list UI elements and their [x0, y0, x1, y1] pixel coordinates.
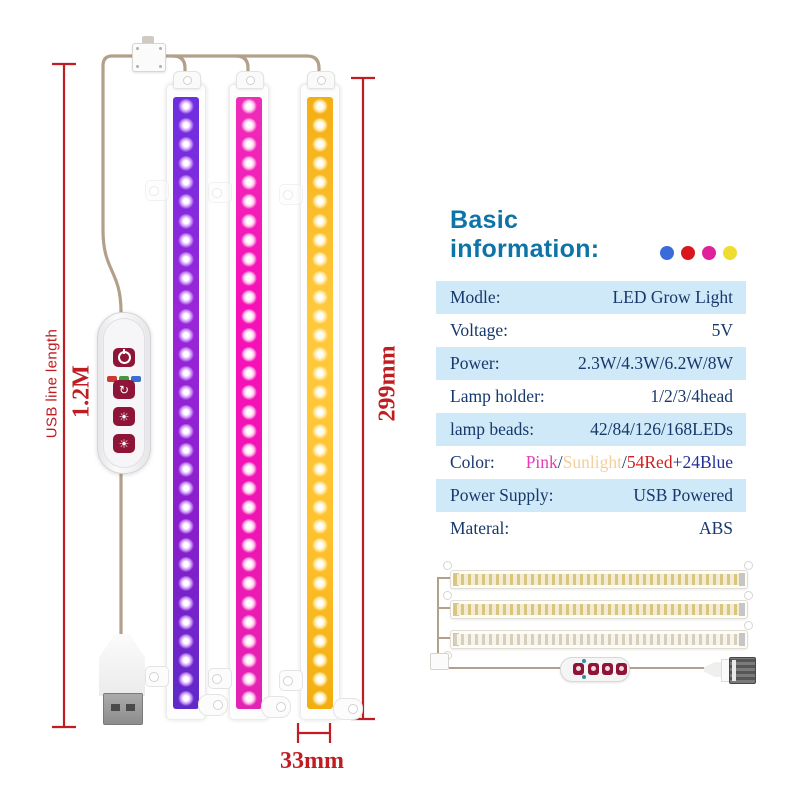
- strip-width-label: 33mm: [280, 748, 344, 774]
- led-dot: [178, 137, 194, 153]
- led-dot: [312, 366, 328, 382]
- spec-row-material: [436, 512, 746, 545]
- color-legend-dots: [660, 246, 737, 260]
- led-dot: [241, 366, 257, 382]
- led-dot: [241, 538, 257, 554]
- sunlight-led-strip: [300, 84, 340, 720]
- dim-line-strip-width: [298, 723, 330, 743]
- photo-strip-2: [450, 600, 748, 619]
- power-icon: [118, 351, 131, 364]
- mount-hole-icon: [283, 190, 293, 200]
- spec-row-lamp-beads: [436, 413, 746, 446]
- spec-row-color: [436, 446, 746, 479]
- led-dot: [241, 156, 257, 172]
- title-line2: information:: [450, 235, 600, 263]
- led-dot: [178, 519, 194, 535]
- led-dot: [241, 672, 257, 688]
- photo-bracket-wire: [438, 578, 450, 653]
- usb-contact-hole: [111, 704, 120, 711]
- section-title: [450, 206, 599, 264]
- led-dot: [241, 194, 257, 210]
- led-dot: [241, 309, 257, 325]
- mount-tab: [198, 694, 228, 716]
- strip-length-label: 299mm: [374, 345, 401, 422]
- indicator-dot-icon: [582, 659, 586, 663]
- led-dot: [312, 214, 328, 230]
- spec-value: ABS: [698, 518, 733, 538]
- brightness-up-button: [113, 407, 135, 426]
- led-dot: [241, 519, 257, 535]
- led-dot: [178, 653, 194, 669]
- spec-value: 42/84/126/168LEDs: [590, 419, 733, 439]
- screw-icon: [159, 47, 162, 50]
- dim-line-strip-length: [351, 78, 375, 719]
- spec-label: lamp beads:: [450, 419, 535, 439]
- led-dot: [241, 233, 257, 249]
- photo-mode-button: [588, 663, 599, 675]
- led-dot: [178, 309, 194, 325]
- led-dot: [241, 137, 257, 153]
- led-dot: [312, 634, 328, 650]
- mount-hole-icon: [183, 76, 192, 85]
- led-dot: [312, 405, 328, 421]
- led-dot: [312, 538, 328, 554]
- photo-brightness-button: [602, 663, 613, 675]
- led-dot: [178, 615, 194, 631]
- color-segment-blue: +24Blue: [672, 452, 733, 472]
- led-dot: [178, 118, 194, 134]
- led-dot: [178, 672, 194, 688]
- led-dot: [178, 424, 194, 440]
- led-dot: [178, 347, 194, 363]
- mount-hole-icon: [212, 674, 222, 684]
- screw-icon: [136, 47, 139, 50]
- mount-hole-icon: [149, 186, 159, 196]
- strip-top-cap: [307, 71, 335, 89]
- mount-tab: [333, 698, 363, 720]
- spec-label: Materal:: [450, 518, 510, 538]
- sunlight-led-channel: [307, 97, 333, 709]
- mount-clip: [279, 670, 303, 691]
- led-dot: [178, 538, 194, 554]
- photo-timer-button: [616, 663, 627, 675]
- mount-hole-icon: [317, 76, 326, 85]
- led-dot: [312, 424, 328, 440]
- led-dot: [241, 328, 257, 344]
- photo-controller: [560, 657, 630, 682]
- led-dot: [241, 576, 257, 592]
- led-dot: [241, 385, 257, 401]
- power-button: [113, 348, 135, 367]
- title-line1: Basic: [450, 206, 519, 234]
- led-dot: [312, 194, 328, 210]
- led-dot: [241, 634, 257, 650]
- led-dot: [241, 481, 257, 497]
- spec-label: Lamp holder:: [450, 386, 545, 406]
- led-dot: [178, 500, 194, 516]
- led-dot: [312, 481, 328, 497]
- led-dot: [178, 462, 194, 478]
- led-dot: [178, 194, 194, 210]
- purple-led-channel: [173, 97, 199, 709]
- led-dot: [241, 252, 257, 268]
- led-dot: [178, 481, 194, 497]
- led-dot: [312, 615, 328, 631]
- spec-table: [436, 281, 746, 545]
- led-dot: [312, 156, 328, 172]
- led-dot: [178, 328, 194, 344]
- spec-row-model: [436, 281, 746, 314]
- mode-cycle-button: [113, 380, 135, 399]
- spec-row-power-supply: [436, 479, 746, 512]
- mount-ring-icon: [744, 591, 753, 600]
- led-dot: [312, 443, 328, 459]
- spec-value: USB Powered: [633, 485, 733, 505]
- led-dot: [241, 175, 257, 191]
- photo-power-button: [573, 663, 584, 675]
- spec-value: LED Grow Light: [612, 287, 733, 307]
- led-dot: [312, 672, 328, 688]
- led-dot: [241, 118, 257, 134]
- mount-tab: [261, 696, 291, 718]
- photo-splitter-box: [430, 653, 449, 670]
- led-dot: [312, 557, 328, 573]
- led-dot: [312, 519, 328, 535]
- led-dot: [312, 691, 328, 707]
- usb-contact-hole: [126, 704, 135, 711]
- spec-label: Voltage:: [450, 320, 509, 340]
- mount-hole-icon: [348, 704, 358, 714]
- led-dot: [178, 443, 194, 459]
- led-dot: [178, 99, 194, 115]
- photo-usb-metal: [729, 657, 756, 684]
- strip-top-cap: [173, 71, 201, 89]
- strip-top-cap: [236, 71, 264, 89]
- usb-plug-metal: [103, 693, 143, 725]
- photo-strip-3: [450, 630, 748, 649]
- blue-dot-icon: [660, 246, 674, 260]
- led-dot: [178, 691, 194, 707]
- screw-icon: [136, 65, 139, 68]
- led-dot: [241, 99, 257, 115]
- usb-line-length-value: 1.2M: [68, 365, 95, 418]
- brightness-down-button: [113, 434, 135, 453]
- mount-hole-icon: [246, 76, 255, 85]
- led-dot: [178, 156, 194, 172]
- controller-panel: [103, 318, 145, 468]
- wire-usb-cable-upper: [103, 56, 134, 312]
- led-row-texture: [454, 574, 744, 585]
- strip-endcap: [739, 633, 745, 646]
- color-segment-slash: /: [557, 452, 563, 472]
- pink-led-channel: [236, 97, 262, 709]
- spec-label: Power:: [450, 353, 500, 373]
- led-dot: [241, 214, 257, 230]
- led-dot: [312, 137, 328, 153]
- sun-icon: ☀: [118, 409, 130, 424]
- led-dot: [241, 500, 257, 516]
- screw-icon: [159, 65, 162, 68]
- led-dot: [178, 175, 194, 191]
- led-dot: [178, 576, 194, 592]
- led-dot: [178, 214, 194, 230]
- mount-hole-icon: [212, 188, 222, 198]
- strip-endcap: [739, 603, 745, 616]
- mount-hole-icon: [276, 702, 286, 712]
- color-segment-pink: Pink: [525, 452, 558, 472]
- led-dot: [178, 252, 194, 268]
- led-dot: [241, 424, 257, 440]
- led-dot: [312, 385, 328, 401]
- led-dot: [312, 309, 328, 325]
- pink-led-strip: [229, 84, 269, 720]
- spec-value: 1/2/3/4head: [650, 386, 733, 406]
- led-dot: [178, 596, 194, 612]
- strip-endcap: [739, 573, 745, 586]
- mount-clip: [145, 180, 169, 201]
- led-dot: [312, 99, 328, 115]
- led-dot: [312, 252, 328, 268]
- usb-line-length-label: USB line length: [43, 328, 61, 439]
- mount-hole-icon: [213, 700, 223, 710]
- led-dot: [312, 500, 328, 516]
- led-dot: [241, 691, 257, 707]
- purple-led-strip: [166, 84, 206, 720]
- led-dot: [312, 328, 328, 344]
- spec-row-lamp-holder: [436, 380, 746, 413]
- led-dot: [312, 596, 328, 612]
- spec-value-color: [526, 452, 746, 473]
- cycle-icon: ↻: [118, 382, 130, 397]
- led-dot: [312, 347, 328, 363]
- mount-hole-icon: [283, 676, 293, 686]
- spec-row-voltage: [436, 314, 746, 347]
- mount-ring-icon: [744, 621, 753, 630]
- indicator-dot-icon: [582, 675, 586, 679]
- mount-clip: [279, 184, 303, 205]
- led-dot: [178, 405, 194, 421]
- mount-ring-icon: [443, 561, 452, 570]
- mount-ring-icon: [443, 591, 452, 600]
- sun-icon: ☀: [118, 436, 130, 451]
- photo-strip-1: [450, 570, 748, 589]
- led-dot: [312, 233, 328, 249]
- led-dot: [178, 233, 194, 249]
- led-dot: [312, 576, 328, 592]
- magenta-dot-icon: [702, 246, 716, 260]
- led-dot: [241, 405, 257, 421]
- led-row-texture: [454, 604, 744, 615]
- spec-row-power: [436, 347, 746, 380]
- led-dot: [312, 118, 328, 134]
- spec-label: Modle:: [450, 287, 501, 307]
- led-dot: [312, 462, 328, 478]
- mount-ring-icon: [744, 561, 753, 570]
- led-row-texture: [454, 634, 744, 645]
- led-dot: [241, 653, 257, 669]
- led-dot: [241, 615, 257, 631]
- led-dot: [241, 596, 257, 612]
- red-dot-icon: [681, 246, 695, 260]
- color-segment-red: 54Red: [626, 452, 673, 472]
- led-dot: [241, 462, 257, 478]
- led-dot: [178, 271, 194, 287]
- led-dot: [178, 366, 194, 382]
- spec-label: Color:: [450, 452, 495, 472]
- led-dot: [178, 385, 194, 401]
- splitter-hub: [132, 43, 166, 72]
- led-dot: [178, 634, 194, 650]
- spec-label: Power Supply:: [450, 485, 554, 505]
- led-dot: [178, 290, 194, 306]
- led-dot: [312, 653, 328, 669]
- mount-clip: [208, 182, 232, 203]
- led-dot: [241, 443, 257, 459]
- color-segment-sunlight: Sunlight: [562, 452, 622, 472]
- yellow-dot-icon: [723, 246, 737, 260]
- spec-value: 5V: [711, 320, 733, 340]
- spec-value: 2.3W/4.3W/6.2W/8W: [577, 353, 733, 373]
- color-segment-slash: /: [622, 452, 627, 472]
- led-dot: [241, 557, 257, 573]
- led-dot: [241, 271, 257, 287]
- mount-hole-icon: [149, 672, 159, 682]
- led-dot: [312, 271, 328, 287]
- mount-clip: [208, 668, 232, 689]
- led-dot: [241, 290, 257, 306]
- mount-clip: [145, 666, 169, 687]
- led-dot: [178, 557, 194, 573]
- inline-controller: [97, 312, 151, 474]
- led-dot: [312, 175, 328, 191]
- led-dot: [241, 347, 257, 363]
- led-dot: [312, 290, 328, 306]
